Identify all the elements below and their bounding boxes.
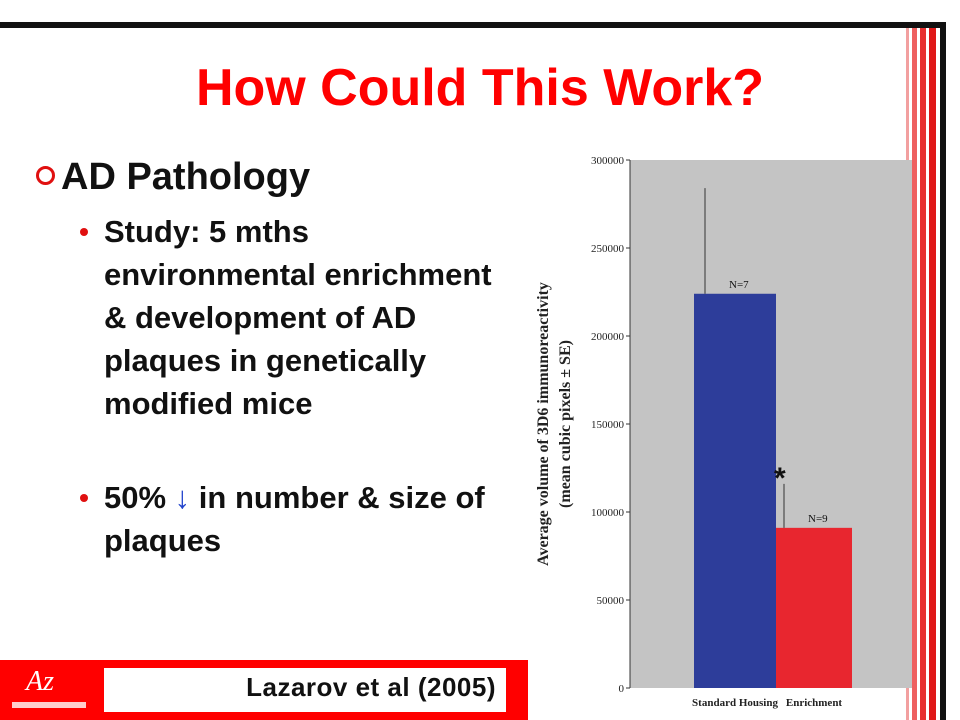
logo-mark: Az	[26, 666, 54, 697]
result-percent: 50%	[104, 480, 167, 515]
right-border	[940, 22, 946, 720]
main-bullet	[36, 156, 310, 199]
bar-1	[776, 528, 852, 688]
n-label-1: N=9	[808, 512, 828, 525]
bar-0	[694, 294, 776, 688]
y-tick-label-3: 150000	[591, 419, 624, 431]
logo-caption	[12, 702, 86, 708]
significance-star-1: *	[774, 461, 786, 495]
y-tick-label-1: 50000	[596, 595, 624, 607]
y-tick-label-4: 200000	[591, 331, 624, 343]
y-tick-label-5: 250000	[591, 243, 624, 255]
top-border	[0, 22, 946, 28]
y-tick-label-6: 300000	[591, 155, 624, 167]
y-axis-label-2: (mean cubic pixels ± SE)	[557, 340, 574, 508]
sub-bullet-result	[80, 476, 520, 562]
bar-chart	[528, 150, 940, 712]
dot-bullet-icon	[80, 494, 88, 502]
sub-bullet-study-text: Study: 5 mths environmental enrichment & development of AD plaques in genetically modified mice	[104, 214, 492, 421]
x-tick-label-1: Enrichment	[785, 697, 843, 709]
dot-bullet-icon	[80, 228, 88, 236]
sub-bullet-result-line	[104, 476, 520, 562]
y-tick-label-2: 100000	[591, 507, 624, 519]
alzheimers-logo	[6, 662, 88, 714]
n-label-0: N=7	[729, 278, 749, 291]
result-text: in number & size of plaques	[104, 480, 485, 558]
main-bullet-text: AD Pathology	[61, 156, 311, 198]
y-tick-label-0: 0	[618, 683, 624, 695]
down-arrow-icon: ↓	[174, 480, 191, 515]
citation: Lazarov et al (2005)	[246, 672, 496, 702]
slide-title: How Could This Work?	[195, 59, 765, 117]
x-tick-label-0: Standard Housing	[692, 697, 778, 709]
sub-bullet-study	[80, 210, 520, 425]
ring-bullet-icon	[36, 166, 55, 185]
y-axis-label: Average volume of 3D6 immunoreactivity	[535, 282, 552, 566]
